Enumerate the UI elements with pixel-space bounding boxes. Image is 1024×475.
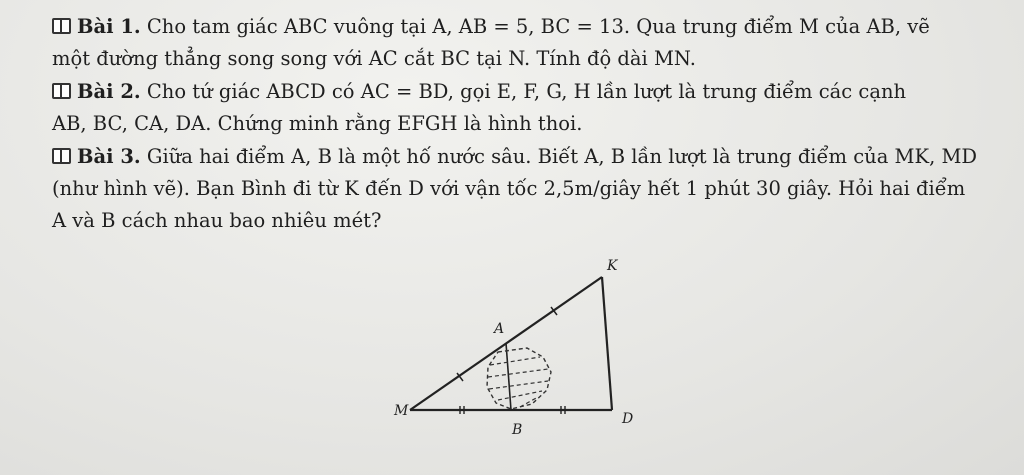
label-d: D xyxy=(622,411,634,427)
problem-1-label: Bài 1. xyxy=(77,15,141,38)
problem-2-line-2: AB, BC, CA, DA. Chứng minh rằng EFGH là hình thoi. xyxy=(52,112,583,135)
problem-1-line-1: Cho tam giác ABC vuông tại A, AB = 5, BC = 13. Qua trung điểm M của AB, vẽ xyxy=(146,15,930,38)
problem-3-line-1: Giữa hai điểm A, B là một hố nước sâu. Biết A, B lần lượt là trung điểm của MK, MD xyxy=(146,145,978,168)
problem-3 xyxy=(52,141,992,237)
problem-1-line-2: một đường thẳng song song với AC cắt BC tại N. Tính độ dài MN. xyxy=(52,47,696,70)
label-m: M xyxy=(394,403,409,419)
side-kd xyxy=(602,277,612,410)
label-k: K xyxy=(607,258,618,274)
water-hatch xyxy=(520,397,538,407)
problem-2-line-1: Cho tứ giác ABCD có AC = BD, gọi E, F, G, H lần lượt là trung điểm các cạnh xyxy=(146,80,907,103)
problem-2-label: Bài 2. xyxy=(77,80,141,103)
book-icon xyxy=(52,18,71,34)
book-icon xyxy=(52,83,71,99)
water-hole xyxy=(487,348,551,409)
problem-1 xyxy=(52,11,992,75)
problem-3-line-3: A và B cách nhau bao nhiêu mét? xyxy=(52,209,382,232)
water-hatch xyxy=(489,381,548,389)
book-icon xyxy=(52,148,71,164)
label-b: B xyxy=(512,422,523,438)
segment-ab xyxy=(506,343,511,410)
water-hatch xyxy=(490,357,540,365)
problem-2 xyxy=(52,76,992,140)
label-a: A xyxy=(494,321,505,337)
water-hatch xyxy=(488,369,548,377)
triangle-figure xyxy=(380,245,650,445)
problem-3-line-2: (như hình vẽ). Bạn Bình đi từ K đến D với vận tốc 2,5m/giây hết 1 phút 30 giây. Hỏi hai điểm xyxy=(52,177,966,200)
problem-3-label: Bài 3. xyxy=(77,145,141,168)
